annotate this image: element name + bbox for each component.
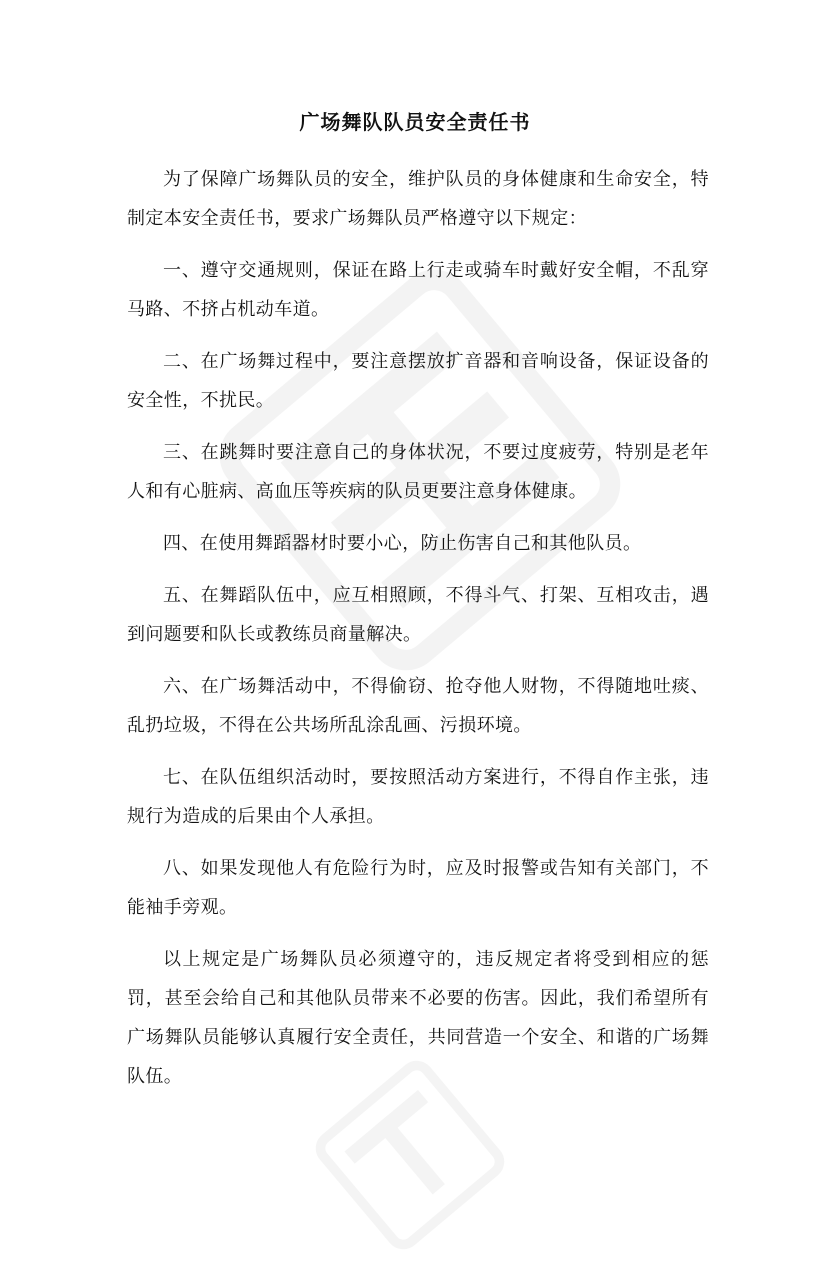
- rule-paragraph-8: 八、如果发现他人有危险行为时，应及时报警或告知有关部门，不能袖手旁观。: [127, 858, 709, 918]
- intro-paragraph: 为了保障广场舞队员的安全，维护队员的身体健康和生命安全，特制定本安全责任书，要求广场舞队员严格遵守以下规定：: [127, 169, 709, 229]
- document-title: 广场舞队队员安全责任书: [299, 110, 531, 134]
- closing-paragraph: 以上规定是广场舞队员必须遵守的，违反规定者将受到相应的惩罚，甚至会给自己和其他队员带来不必要的伤害。因此，我们希望所有广场舞队员能够认真履行安全责任，共同营造一个安全、和谐的广场舞队伍。: [127, 949, 709, 1087]
- document-body: [127, 160, 709, 1109]
- rule-paragraph-2: 二、在广场舞过程中，要注意摆放扩音器和音响设备，保证设备的安全性，不扰民。: [127, 351, 709, 411]
- rule-paragraph-3: 三、在跳舞时要注意自己的身体状况，不要过度疲劳，特别是老年人和有心脏病、高血压等疾病的队员更要注意身体健康。: [127, 442, 709, 502]
- rule-paragraph-6: 六、在广场舞活动中，不得偷窃、抢夺他人财物，不得随地吐痰、乱扔垃圾，不得在公共场所乱涂乱画、污损环境。: [127, 676, 709, 736]
- rule-paragraph-4: 四、在使用舞蹈器材时要小心，防止伤害自己和其他队员。: [163, 533, 642, 554]
- rule-paragraph-7: 七、在队伍组织活动时，要按照活动方案进行，不得自作主张，违规行为造成的后果由个人承担。: [127, 767, 709, 827]
- rule-paragraph-1: 一、遵守交通规则，保证在路上行走或骑车时戴好安全帽，不乱穿马路、不挤占机动车道。: [127, 260, 709, 320]
- rule-paragraph-5: 五、在舞蹈队伍中，应互相照顾，不得斗气、打架、互相攻击，遇到问题要和队长或教练员商量解决。: [127, 585, 709, 645]
